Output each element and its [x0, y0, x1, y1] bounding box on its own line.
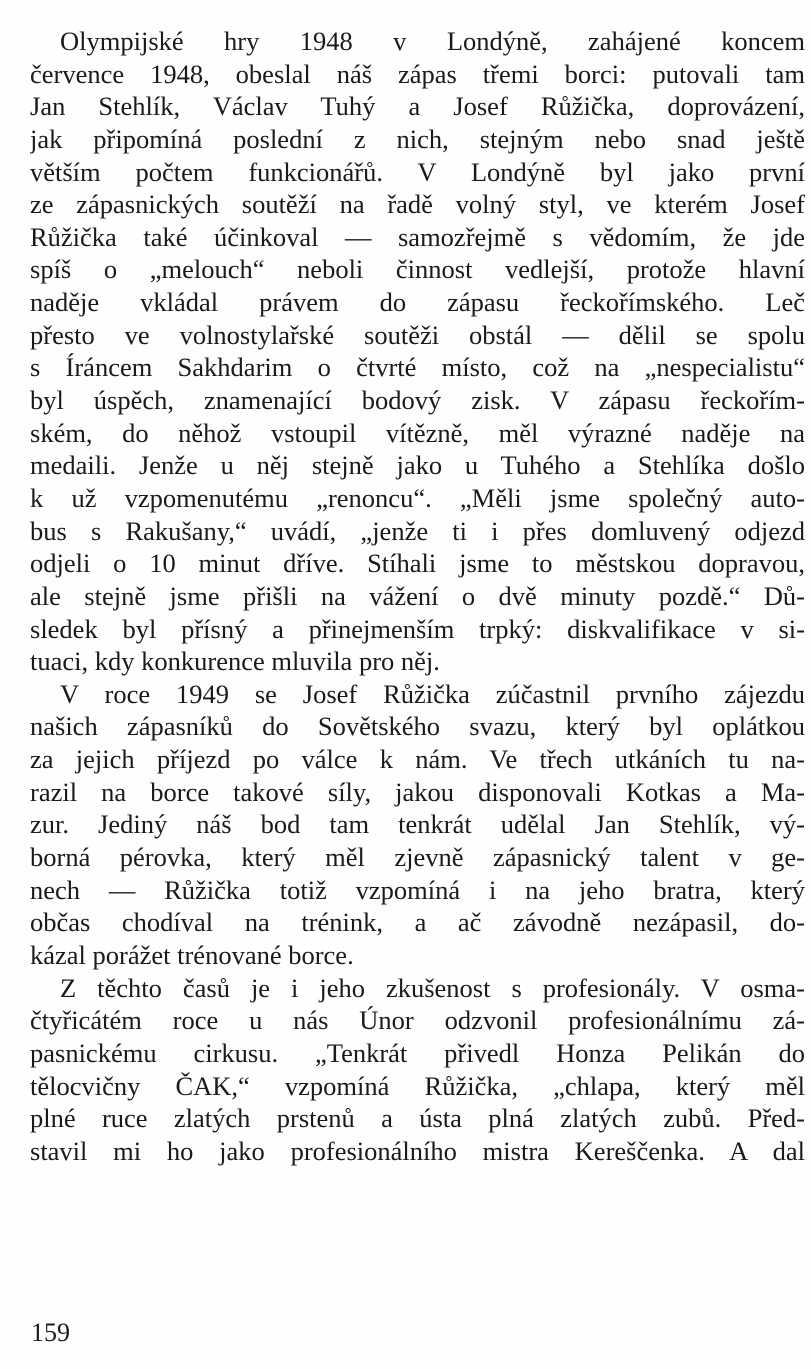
text-line: tělocvičny ČAK,“ vzpomíná Růžička, „chlapa, který měl [30, 1070, 805, 1101]
text-line: Jan Stehlík, Václav Tuhý a Josef Růžička, doprovázení, [30, 91, 805, 122]
text-line: kázal porážet trénované borce. [30, 939, 354, 970]
text-line: odjeli o 10 minut dříve. Stíhali jsme to městskou dopravou, [30, 548, 805, 579]
text-line: plné ruce zlatých prstenů a ústa plná zlatých zubů. Před- [30, 1103, 805, 1134]
text-line: ze zápasnických soutěží na řadě volný styl, ve kterém Josef [30, 189, 805, 220]
text-line: jak připomíná poslední z nich, stejným nebo snad ještě [30, 123, 805, 154]
text-line: našich zápasníků do Sovětského svazu, který byl oplátkou [30, 711, 805, 742]
text-line: přesto ve volnostylařské soutěži obstál — dělil se spolu [30, 319, 805, 350]
text-line: zur. Jediný náš bod tam tenkrát udělal Jan Stehlík, vý- [30, 809, 805, 840]
text-line: s Íráncem Sakhdarim o čtvrté místo, což na „nespecialistu“ [30, 352, 805, 383]
text-line: čtyřicátém roce u nás Únor odzvonil profesionálnímu zá- [30, 1005, 805, 1036]
text-line: razil na borce takové síly, jakou disponovali Kotkas a Ma- [30, 776, 805, 807]
text-line: ale stejně jsme přišli na vážení o dvě minuty pozdě.“ Dů- [30, 580, 805, 611]
text-line: byl úspěch, znamenající bodový zisk. V zápasu řeckořím- [30, 385, 805, 416]
text-line: větším počtem funkcionářů. V Londýně byl jako první [30, 156, 805, 187]
text-line: spíš o „melouch“ neboli činnost vedlejší, protože hlavní [30, 254, 805, 285]
text-line: naděje vkládal právem do zápasu řeckořímského. Leč [30, 287, 805, 318]
text-line: k už vzpomenutému „renoncu“. „Měli jsme společný auto- [30, 482, 805, 513]
text-line: za jejich příjezd po válce k nám. Ve třech utkáních tu na- [30, 744, 805, 775]
text-line: občas chodíval na trénink, a ač závodně nezápasil, do- [30, 907, 805, 938]
text-line: borná pérovka, který měl zjevně zápasnický talent v ge- [30, 842, 805, 873]
text-line: stavil mi ho jako profesionálního mistra Kereščenka. A dal [30, 1135, 805, 1166]
body-text [30, 25, 805, 1167]
text-line: medaili. Jenže u něj stejně jako u Tuhého a Stehlíka došlo [30, 450, 805, 481]
text-line: tuaci, kdy konkurence mluvila pro něj. [30, 646, 440, 677]
text-line: V roce 1949 se Josef Růžička zúčastnil prvního zájezdu [60, 678, 805, 709]
text-line: pasnickému cirkusu. „Tenkrát přivedl Honza Pelikán do [30, 1037, 805, 1068]
text-line: ském, do něhož vstoupil vítězně, měl výrazné naděje na [30, 417, 805, 448]
text-line: bus s Rakušany,“ uvádí, „jenže ti i přes domluvený odjezd [30, 515, 805, 546]
text-line: Olympijské hry 1948 v Londýně, zahájené koncem [60, 26, 805, 56]
text-line: sledek byl přísný a přinejmenším trpký: diskvalifikace v si- [30, 613, 805, 644]
text-line: nech — Růžička totiž vzpomíná i na jeho bratra, který [30, 874, 805, 905]
text-line: Z těchto časů je i jeho zkušenost s profesionály. V osma- [60, 972, 805, 1003]
text-line: Růžička také účinkoval — samozřejmě s vědomím, že jde [30, 221, 805, 252]
text-line: července 1948, obeslal náš zápas třemi borci: putovali tam [30, 58, 805, 89]
page-number: 159 [31, 1318, 70, 1347]
